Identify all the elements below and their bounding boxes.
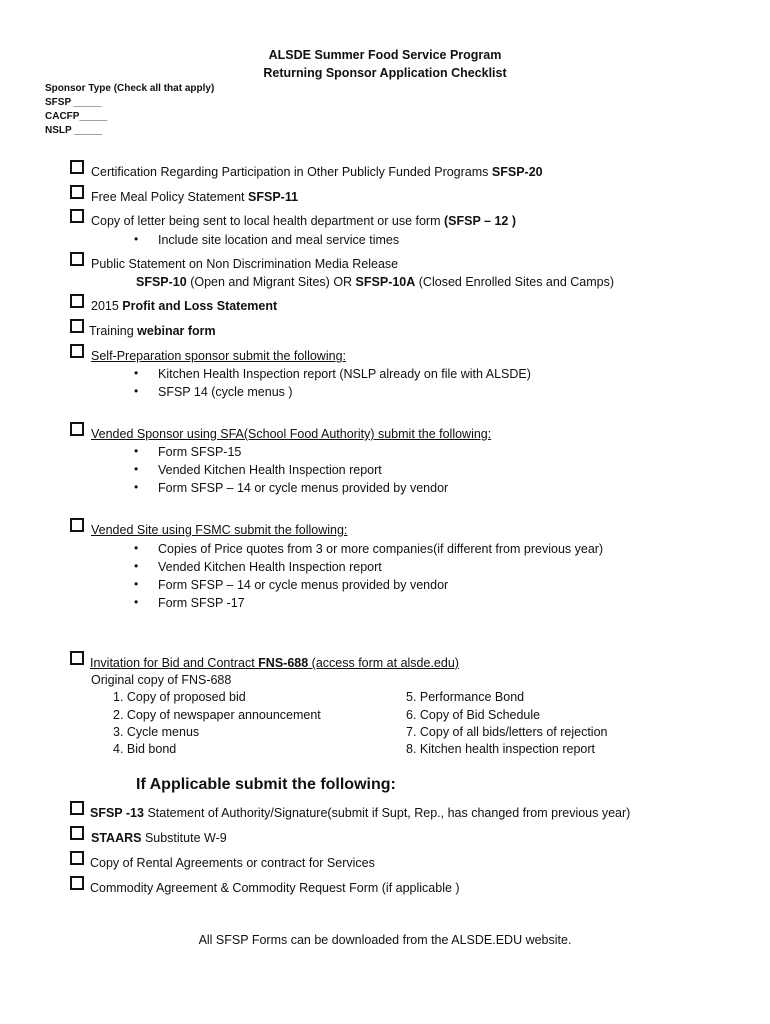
item-2-text: Free Meal Policy Statement SFSP-11 [91, 190, 299, 204]
bullet-icon: • [134, 384, 139, 398]
bid-list-right-4: 8. Kitchen health inspection report [406, 742, 596, 756]
item-5-text: 2015 Profit and Loss Statement [91, 299, 278, 313]
item-9-text: Vended Site using FSMC submit the following: [91, 523, 348, 537]
bid-list-left-1: 1. Copy of proposed bid [113, 690, 246, 704]
bullet-icon: • [134, 559, 139, 573]
sponsor-type-sfsp[interactable]: SFSP _____ [45, 97, 102, 108]
title-line-2: Returning Sponsor Application Checklist [263, 66, 507, 80]
applicable-2-text: STAARS Substitute W-9 [91, 831, 227, 845]
applicable-heading: If Applicable submit the following: [136, 776, 396, 793]
item-6-text: Training webinar form [89, 324, 216, 338]
checkbox-item-9[interactable] [70, 518, 84, 532]
checkbox-item-2[interactable] [70, 185, 84, 199]
item-9-sub-2: Vended Kitchen Health Inspection report [158, 560, 382, 574]
title-line-1: ALSDE Summer Food Service Program [268, 48, 502, 62]
item-8-sub-1: Form SFSP-15 [158, 445, 242, 459]
sponsor-type-label: Sponsor Type (Check all that apply) [45, 83, 215, 94]
bid-list-right-1: 5. Performance Bond [406, 690, 525, 704]
applicable-3-text: Copy of Rental Agreements or contract for Services [90, 856, 375, 870]
checkbox-item-10[interactable] [70, 651, 84, 665]
item-8-text: Vended Sponsor using SFA(School Food Authority) submit the following: [91, 427, 492, 441]
item-9-sub-4: Form SFSP -17 [158, 596, 245, 610]
bullet-icon: • [134, 541, 139, 555]
applicable-1-text: SFSP -13 Statement of Authority/Signature(submit if Supt, Rep., has changed from previous year) [90, 806, 631, 820]
item-3-sub-1: Include site location and meal service times [158, 233, 400, 247]
checkbox-item-6[interactable] [70, 319, 84, 333]
bullet-icon: • [134, 232, 139, 246]
bid-list-left-2: 2. Copy of newspaper announcement [113, 708, 321, 722]
checkbox-applicable-4[interactable] [70, 876, 84, 890]
item-4-text: Public Statement on Non Discrimination Media Release [91, 257, 399, 271]
item-8-sub-2: Vended Kitchen Health Inspection report [158, 463, 382, 477]
applicable-4-text: Commodity Agreement & Commodity Request Form (if applicable ) [90, 881, 460, 895]
item-4-line-2: SFSP-10 (Open and Migrant Sites) OR SFSP-10A (Closed Enrolled Sites and Camps) [136, 275, 614, 289]
bid-list-left-4: 4. Bid bond [113, 742, 177, 756]
bullet-icon: • [134, 462, 139, 476]
item-3-text: Copy of letter being sent to local health department or use form (SFSP – 12 ) [91, 214, 517, 228]
item-7-sub-1: Kitchen Health Inspection report (NSLP already on file with ALSDE) [158, 367, 531, 381]
bid-list-right-3: 7. Copy of all bids/letters of rejection [406, 725, 608, 739]
checkbox-applicable-2[interactable] [70, 826, 84, 840]
bullet-icon: • [134, 577, 139, 591]
checkbox-item-1[interactable] [70, 160, 84, 174]
item-1-text: Certification Regarding Participation in Other Publicly Funded Programs SFSP-20 [91, 165, 543, 179]
item-10-text: Invitation for Bid and Contract FNS-688 (access form at alsde.edu) [90, 656, 459, 670]
bullet-icon: • [134, 366, 139, 380]
item-9-sub-3: Form SFSP – 14 or cycle menus provided by vendor [158, 578, 449, 592]
bullet-icon: • [134, 480, 139, 494]
bullet-icon: • [134, 595, 139, 609]
item-9-sub-1: Copies of Price quotes from 3 or more companies(if different from previous year) [158, 542, 604, 556]
sponsor-type-nslp[interactable]: NSLP _____ [45, 125, 103, 136]
checkbox-item-4[interactable] [70, 252, 84, 266]
checkbox-applicable-3[interactable] [70, 851, 84, 865]
checkbox-applicable-1[interactable] [70, 801, 84, 815]
footer-note: All SFSP Forms can be downloaded from the ALSDE.EDU website. [198, 933, 572, 947]
checkbox-item-3[interactable] [70, 209, 84, 223]
bid-list-left-3: 3. Cycle menus [113, 725, 200, 739]
sponsor-type-cacfp[interactable]: CACFP_____ [45, 111, 108, 122]
checkbox-item-7[interactable] [70, 344, 84, 358]
checkbox-item-8[interactable] [70, 422, 84, 436]
bid-list-right-2: 6. Copy of Bid Schedule [406, 708, 541, 722]
item-10-original: Original copy of FNS-688 [91, 673, 232, 687]
checkbox-item-5[interactable] [70, 294, 84, 308]
item-8-sub-3: Form SFSP – 14 or cycle menus provided by vendor [158, 481, 449, 495]
bullet-icon: • [134, 444, 139, 458]
item-7-text: Self-Preparation sponsor submit the following: [91, 349, 346, 363]
item-7-sub-2: SFSP 14 (cycle menus ) [158, 385, 293, 399]
